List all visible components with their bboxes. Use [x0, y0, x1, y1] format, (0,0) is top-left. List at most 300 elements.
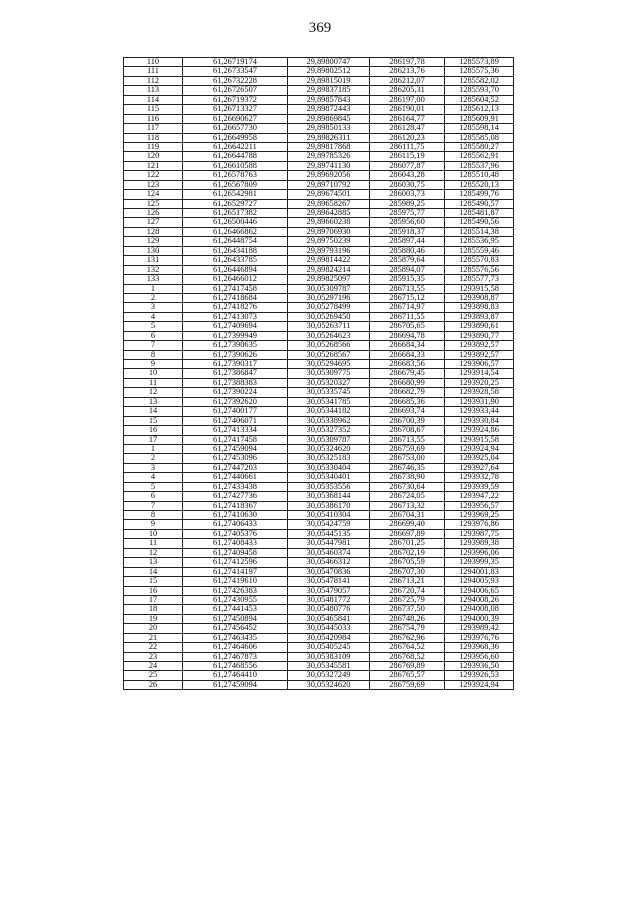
longitude-cell: 30,05481772: [288, 595, 370, 604]
point-number-cell: 128: [124, 227, 183, 236]
y-coordinate-cell: 1293969,25: [445, 511, 514, 520]
latitude-cell: 61,27450894: [183, 614, 288, 623]
longitude-cell: 30,05445033: [288, 624, 370, 633]
point-number-cell: 123: [124, 180, 183, 189]
table-row: [124, 284, 514, 293]
table-row: [124, 643, 514, 652]
point-number-cell: 17: [124, 595, 183, 604]
longitude-cell: 30,05447981: [288, 539, 370, 548]
latitude-cell: 61,26466012: [183, 275, 288, 284]
y-coordinate-cell: 1293924,94: [445, 444, 514, 453]
x-coordinate-cell: 286164,77: [370, 114, 445, 123]
x-coordinate-cell: 286713,55: [370, 435, 445, 444]
latitude-cell: 61,26642211: [183, 142, 288, 151]
longitude-cell: 29,89817868: [288, 142, 370, 151]
latitude-cell: 61,26517382: [183, 209, 288, 218]
longitude-cell: 29,89826311: [288, 133, 370, 142]
y-coordinate-cell: 1285598,14: [445, 124, 514, 133]
latitude-cell: 61,27418684: [183, 293, 288, 302]
point-number-cell: 122: [124, 171, 183, 180]
latitude-cell: 61,27456452: [183, 624, 288, 633]
table-row: [124, 199, 514, 208]
x-coordinate-cell: 286685,36: [370, 397, 445, 406]
y-coordinate-cell: 1293927,64: [445, 463, 514, 472]
longitude-cell: 30,05325183: [288, 454, 370, 463]
table-row: [124, 341, 514, 350]
point-number-cell: 1: [124, 284, 183, 293]
x-coordinate-cell: 286111,75: [370, 142, 445, 151]
latitude-cell: 61,26446894: [183, 265, 288, 274]
point-number-cell: 15: [124, 577, 183, 586]
point-number-cell: 13: [124, 397, 183, 406]
y-coordinate-cell: 1293915,58: [445, 284, 514, 293]
y-coordinate-cell: 1285510,48: [445, 171, 514, 180]
y-coordinate-cell: 1293920,25: [445, 378, 514, 387]
longitude-cell: 30,05309787: [288, 435, 370, 444]
x-coordinate-cell: 286704,31: [370, 511, 445, 520]
latitude-cell: 61,27405376: [183, 529, 288, 538]
y-coordinate-cell: 1285604,52: [445, 95, 514, 104]
point-number-cell: 16: [124, 426, 183, 435]
x-coordinate-cell: 286697,89: [370, 529, 445, 538]
point-number-cell: 13: [124, 558, 183, 567]
table-row: [124, 190, 514, 199]
y-coordinate-cell: 1293947,22: [445, 492, 514, 501]
x-coordinate-cell: 286754,79: [370, 624, 445, 633]
table-row: [124, 133, 514, 142]
table-row: [124, 501, 514, 510]
x-coordinate-cell: 286699,40: [370, 520, 445, 529]
x-coordinate-cell: 286043,28: [370, 171, 445, 180]
longitude-cell: 30,05278499: [288, 303, 370, 312]
latitude-cell: 61,27464410: [183, 671, 288, 680]
y-coordinate-cell: 1285536,95: [445, 237, 514, 246]
table-row: [124, 124, 514, 133]
x-coordinate-cell: 285880,46: [370, 246, 445, 255]
table-row: [124, 435, 514, 444]
point-number-cell: 6: [124, 331, 183, 340]
latitude-cell: 61,27392620: [183, 397, 288, 406]
point-number-cell: 10: [124, 369, 183, 378]
point-number-cell: 129: [124, 237, 183, 246]
point-number-cell: 12: [124, 548, 183, 557]
latitude-cell: 61,27419610: [183, 577, 288, 586]
point-number-cell: 8: [124, 511, 183, 520]
latitude-cell: 61,27409458: [183, 548, 288, 557]
y-coordinate-cell: 1285514,38: [445, 227, 514, 236]
table-row: [124, 227, 514, 236]
table-row: [124, 331, 514, 340]
x-coordinate-cell: 286120,23: [370, 133, 445, 142]
latitude-cell: 61,27390224: [183, 388, 288, 397]
point-number-cell: 133: [124, 275, 183, 284]
point-number-cell: 26: [124, 680, 183, 689]
latitude-cell: 61,26690627: [183, 114, 288, 123]
longitude-cell: 29,89785326: [288, 152, 370, 161]
point-number-cell: 124: [124, 190, 183, 199]
coordinates-table-body: [124, 58, 514, 690]
latitude-cell: 61,27388383: [183, 378, 288, 387]
x-coordinate-cell: 286715,12: [370, 293, 445, 302]
point-number-cell: 14: [124, 407, 183, 416]
longitude-cell: 30,05327352: [288, 426, 370, 435]
point-number-cell: 132: [124, 265, 183, 274]
y-coordinate-cell: 1294008,08: [445, 605, 514, 614]
longitude-cell: 29,89815019: [288, 76, 370, 85]
x-coordinate-cell: 286713,21: [370, 577, 445, 586]
point-number-cell: 112: [124, 76, 183, 85]
latitude-cell: 61,26644788: [183, 152, 288, 161]
y-coordinate-cell: 1293914,54: [445, 369, 514, 378]
longitude-cell: 29,89824214: [288, 265, 370, 274]
table-row: [124, 444, 514, 453]
latitude-cell: 61,27441453: [183, 605, 288, 614]
table-row: [124, 369, 514, 378]
point-number-cell: 127: [124, 218, 183, 227]
x-coordinate-cell: 286746,35: [370, 463, 445, 472]
point-number-cell: 1: [124, 444, 183, 453]
latitude-cell: 61,27417458: [183, 284, 288, 293]
y-coordinate-cell: 1293936,50: [445, 662, 514, 671]
x-coordinate-cell: 286759,69: [370, 444, 445, 453]
point-number-cell: 17: [124, 435, 183, 444]
x-coordinate-cell: 286197,78: [370, 58, 445, 67]
y-coordinate-cell: 1293976,76: [445, 633, 514, 642]
x-coordinate-cell: 285975,77: [370, 209, 445, 218]
y-coordinate-cell: 1293915,58: [445, 435, 514, 444]
table-row: [124, 58, 514, 67]
latitude-cell: 61,26578763: [183, 171, 288, 180]
longitude-cell: 30,05368144: [288, 492, 370, 501]
longitude-cell: 30,05335745: [288, 388, 370, 397]
y-coordinate-cell: 1285612,13: [445, 105, 514, 114]
latitude-cell: 61,27409694: [183, 322, 288, 331]
latitude-cell: 61,26433785: [183, 256, 288, 265]
x-coordinate-cell: 286730,64: [370, 482, 445, 491]
longitude-cell: 29,89869845: [288, 114, 370, 123]
point-number-cell: 10: [124, 529, 183, 538]
point-number-cell: 130: [124, 246, 183, 255]
longitude-cell: 30,05268567: [288, 350, 370, 359]
table-row: [124, 454, 514, 463]
table-row: [124, 114, 514, 123]
latitude-cell: 61,27459094: [183, 444, 288, 453]
y-coordinate-cell: 1285575,36: [445, 67, 514, 76]
y-coordinate-cell: 1285576,56: [445, 265, 514, 274]
longitude-cell: 29,89850133: [288, 124, 370, 133]
x-coordinate-cell: 286693,74: [370, 407, 445, 416]
table-row: [124, 614, 514, 623]
latitude-cell: 61,27453096: [183, 454, 288, 463]
point-number-cell: 115: [124, 105, 183, 114]
x-coordinate-cell: 285918,37: [370, 227, 445, 236]
table-row: [124, 511, 514, 520]
table-row: [124, 529, 514, 538]
longitude-cell: 30,05344182: [288, 407, 370, 416]
table-row: [124, 142, 514, 151]
x-coordinate-cell: 286753,00: [370, 454, 445, 463]
table-row: [124, 378, 514, 387]
longitude-cell: 30,05294695: [288, 360, 370, 369]
latitude-cell: 61,27467873: [183, 652, 288, 661]
latitude-cell: 61,27412596: [183, 558, 288, 567]
latitude-cell: 61,26542981: [183, 190, 288, 199]
point-number-cell: 9: [124, 360, 183, 369]
x-coordinate-cell: 286738,90: [370, 473, 445, 482]
table-row: [124, 586, 514, 595]
latitude-cell: 61,26567809: [183, 180, 288, 189]
x-coordinate-cell: 286724,05: [370, 492, 445, 501]
point-number-cell: 111: [124, 67, 183, 76]
y-coordinate-cell: 1293898,83: [445, 303, 514, 312]
y-coordinate-cell: 1285537,96: [445, 161, 514, 170]
longitude-cell: 30,05405245: [288, 643, 370, 652]
table-row: [124, 567, 514, 576]
longitude-cell: 29,89814422: [288, 256, 370, 265]
longitude-cell: 30,05309775: [288, 369, 370, 378]
point-number-cell: 14: [124, 567, 183, 576]
y-coordinate-cell: 1293890,77: [445, 331, 514, 340]
y-coordinate-cell: 1293924,86: [445, 426, 514, 435]
table-row: [124, 463, 514, 472]
x-coordinate-cell: 286003,73: [370, 190, 445, 199]
longitude-cell: 30,05269450: [288, 312, 370, 321]
y-coordinate-cell: 1285562,91: [445, 152, 514, 161]
table-row: [124, 577, 514, 586]
x-coordinate-cell: 286707,30: [370, 567, 445, 576]
point-number-cell: 2: [124, 454, 183, 463]
latitude-cell: 61,27390626: [183, 350, 288, 359]
table-row: [124, 520, 514, 529]
point-number-cell: 131: [124, 256, 183, 265]
longitude-cell: 30,05410304: [288, 511, 370, 520]
table-row: [124, 209, 514, 218]
y-coordinate-cell: 1285577,73: [445, 275, 514, 284]
y-coordinate-cell: 1285580,27: [445, 142, 514, 151]
x-coordinate-cell: 286700,39: [370, 416, 445, 425]
point-number-cell: 3: [124, 463, 183, 472]
table-row: [124, 633, 514, 642]
latitude-cell: 61,27390635: [183, 341, 288, 350]
latitude-cell: 61,26732228: [183, 76, 288, 85]
point-number-cell: 4: [124, 473, 183, 482]
longitude-cell: 29,89710792: [288, 180, 370, 189]
longitude-cell: 30,05470836: [288, 567, 370, 576]
latitude-cell: 61,27410630: [183, 511, 288, 520]
table-row: [124, 426, 514, 435]
x-coordinate-cell: 286705,65: [370, 322, 445, 331]
point-number-cell: 11: [124, 539, 183, 548]
x-coordinate-cell: 286030,75: [370, 180, 445, 189]
table-row: [124, 397, 514, 406]
point-number-cell: 11: [124, 378, 183, 387]
latitude-cell: 61,26649958: [183, 133, 288, 142]
y-coordinate-cell: 1293926,53: [445, 671, 514, 680]
table-row: [124, 482, 514, 491]
longitude-cell: 30,05480776: [288, 605, 370, 614]
x-coordinate-cell: 286683,56: [370, 360, 445, 369]
latitude-cell: 61,27440661: [183, 473, 288, 482]
longitude-cell: 29,89857843: [288, 95, 370, 104]
latitude-cell: 61,27406433: [183, 520, 288, 529]
y-coordinate-cell: 1285559,46: [445, 246, 514, 255]
point-number-cell: 25: [124, 671, 183, 680]
y-coordinate-cell: 1293968,36: [445, 643, 514, 652]
x-coordinate-cell: 285915,35: [370, 275, 445, 284]
latitude-cell: 61,27430955: [183, 595, 288, 604]
latitude-cell: 61,27399949: [183, 331, 288, 340]
y-coordinate-cell: 1294006,65: [445, 586, 514, 595]
y-coordinate-cell: 1293930,84: [445, 416, 514, 425]
x-coordinate-cell: 286128,47: [370, 124, 445, 133]
longitude-cell: 30,05263711: [288, 322, 370, 331]
y-coordinate-cell: 1293892,57: [445, 350, 514, 359]
point-number-cell: 7: [124, 341, 183, 350]
y-coordinate-cell: 1294001,83: [445, 567, 514, 576]
x-coordinate-cell: 286701,25: [370, 539, 445, 548]
longitude-cell: 30,05465841: [288, 614, 370, 623]
point-number-cell: 19: [124, 614, 183, 623]
y-coordinate-cell: 1293956,57: [445, 501, 514, 510]
x-coordinate-cell: 285989,25: [370, 199, 445, 208]
point-number-cell: 120: [124, 152, 183, 161]
x-coordinate-cell: 286684,33: [370, 350, 445, 359]
longitude-cell: 30,05345581: [288, 662, 370, 671]
longitude-cell: 29,89837185: [288, 86, 370, 95]
longitude-cell: 29,89825097: [288, 275, 370, 284]
latitude-cell: 61,26500446: [183, 218, 288, 227]
y-coordinate-cell: 1293996,06: [445, 548, 514, 557]
longitude-cell: 29,89741130: [288, 161, 370, 170]
point-number-cell: 6: [124, 492, 183, 501]
y-coordinate-cell: 1285609,91: [445, 114, 514, 123]
table-row: [124, 161, 514, 170]
longitude-cell: 29,89800747: [288, 58, 370, 67]
point-number-cell: 114: [124, 95, 183, 104]
table-row: [124, 246, 514, 255]
point-number-cell: 8: [124, 350, 183, 359]
x-coordinate-cell: 286759,69: [370, 680, 445, 689]
table-row: [124, 265, 514, 274]
table-row: [124, 95, 514, 104]
latitude-cell: 61,27406071: [183, 416, 288, 425]
longitude-cell: 29,89706930: [288, 227, 370, 236]
longitude-cell: 30,05324620: [288, 444, 370, 453]
y-coordinate-cell: 1293924,94: [445, 680, 514, 689]
table-row: [124, 322, 514, 331]
table-row: [124, 350, 514, 359]
point-number-cell: 119: [124, 142, 183, 151]
longitude-cell: 30,05324620: [288, 680, 370, 689]
x-coordinate-cell: 286748,26: [370, 614, 445, 623]
latitude-cell: 61,26713327: [183, 105, 288, 114]
y-coordinate-cell: 1293989,42: [445, 624, 514, 633]
latitude-cell: 61,27413073: [183, 312, 288, 321]
y-coordinate-cell: 1285582,02: [445, 76, 514, 85]
point-number-cell: 117: [124, 124, 183, 133]
x-coordinate-cell: 286764,52: [370, 643, 445, 652]
x-coordinate-cell: 286713,32: [370, 501, 445, 510]
table-row: [124, 76, 514, 85]
y-coordinate-cell: 1285573,89: [445, 58, 514, 67]
x-coordinate-cell: 286680,99: [370, 378, 445, 387]
latitude-cell: 61,26434188: [183, 246, 288, 255]
point-number-cell: 7: [124, 501, 183, 510]
x-coordinate-cell: 285956,60: [370, 218, 445, 227]
longitude-cell: 30,05466312: [288, 558, 370, 567]
point-number-cell: 125: [124, 199, 183, 208]
table-row: [124, 671, 514, 680]
point-number-cell: 21: [124, 633, 183, 642]
point-number-cell: 4: [124, 312, 183, 321]
latitude-cell: 61,27433438: [183, 482, 288, 491]
longitude-cell: 30,05445135: [288, 529, 370, 538]
x-coordinate-cell: 286705,59: [370, 558, 445, 567]
longitude-cell: 30,05341785: [288, 397, 370, 406]
latitude-cell: 61,27427736: [183, 492, 288, 501]
x-coordinate-cell: 286115,19: [370, 152, 445, 161]
latitude-cell: 61,26610588: [183, 161, 288, 170]
x-coordinate-cell: 285879,64: [370, 256, 445, 265]
point-number-cell: 3: [124, 303, 183, 312]
latitude-cell: 61,26657730: [183, 124, 288, 133]
longitude-cell: 30,05309787: [288, 284, 370, 293]
table-row: [124, 548, 514, 557]
longitude-cell: 30,05479057: [288, 586, 370, 595]
x-coordinate-cell: 286711,55: [370, 312, 445, 321]
point-number-cell: 121: [124, 161, 183, 170]
table-row: [124, 180, 514, 189]
latitude-cell: 61,27447203: [183, 463, 288, 472]
longitude-cell: 30,05460374: [288, 548, 370, 557]
y-coordinate-cell: 1293893,87: [445, 312, 514, 321]
y-coordinate-cell: 1285490,56: [445, 218, 514, 227]
y-coordinate-cell: 1293890,61: [445, 322, 514, 331]
longitude-cell: 30,05353556: [288, 482, 370, 491]
table-row: [124, 312, 514, 321]
x-coordinate-cell: 286190,01: [370, 105, 445, 114]
longitude-cell: 30,05420984: [288, 633, 370, 642]
latitude-cell: 61,27417458: [183, 435, 288, 444]
table-row: [124, 473, 514, 482]
longitude-cell: 29,89674501: [288, 190, 370, 199]
y-coordinate-cell: 1293989,38: [445, 539, 514, 548]
point-number-cell: 12: [124, 388, 183, 397]
y-coordinate-cell: 1293931,90: [445, 397, 514, 406]
table-row: [124, 539, 514, 548]
x-coordinate-cell: 286762,96: [370, 633, 445, 642]
longitude-cell: 30,05327249: [288, 671, 370, 680]
longitude-cell: 30,05340401: [288, 473, 370, 482]
latitude-cell: 61,26448754: [183, 237, 288, 246]
y-coordinate-cell: 1285481,87: [445, 209, 514, 218]
y-coordinate-cell: 1285585,08: [445, 133, 514, 142]
table-row: [124, 171, 514, 180]
y-coordinate-cell: 1285520,13: [445, 180, 514, 189]
longitude-cell: 29,89793196: [288, 246, 370, 255]
table-row: [124, 275, 514, 284]
latitude-cell: 61,27418367: [183, 501, 288, 510]
x-coordinate-cell: 286765,57: [370, 671, 445, 680]
latitude-cell: 61,27390317: [183, 360, 288, 369]
latitude-cell: 61,26733547: [183, 67, 288, 76]
longitude-cell: 29,89692056: [288, 171, 370, 180]
x-coordinate-cell: 286684,34: [370, 341, 445, 350]
point-number-cell: 126: [124, 209, 183, 218]
latitude-cell: 61,27459094: [183, 680, 288, 689]
point-number-cell: 113: [124, 86, 183, 95]
point-number-cell: 18: [124, 605, 183, 614]
